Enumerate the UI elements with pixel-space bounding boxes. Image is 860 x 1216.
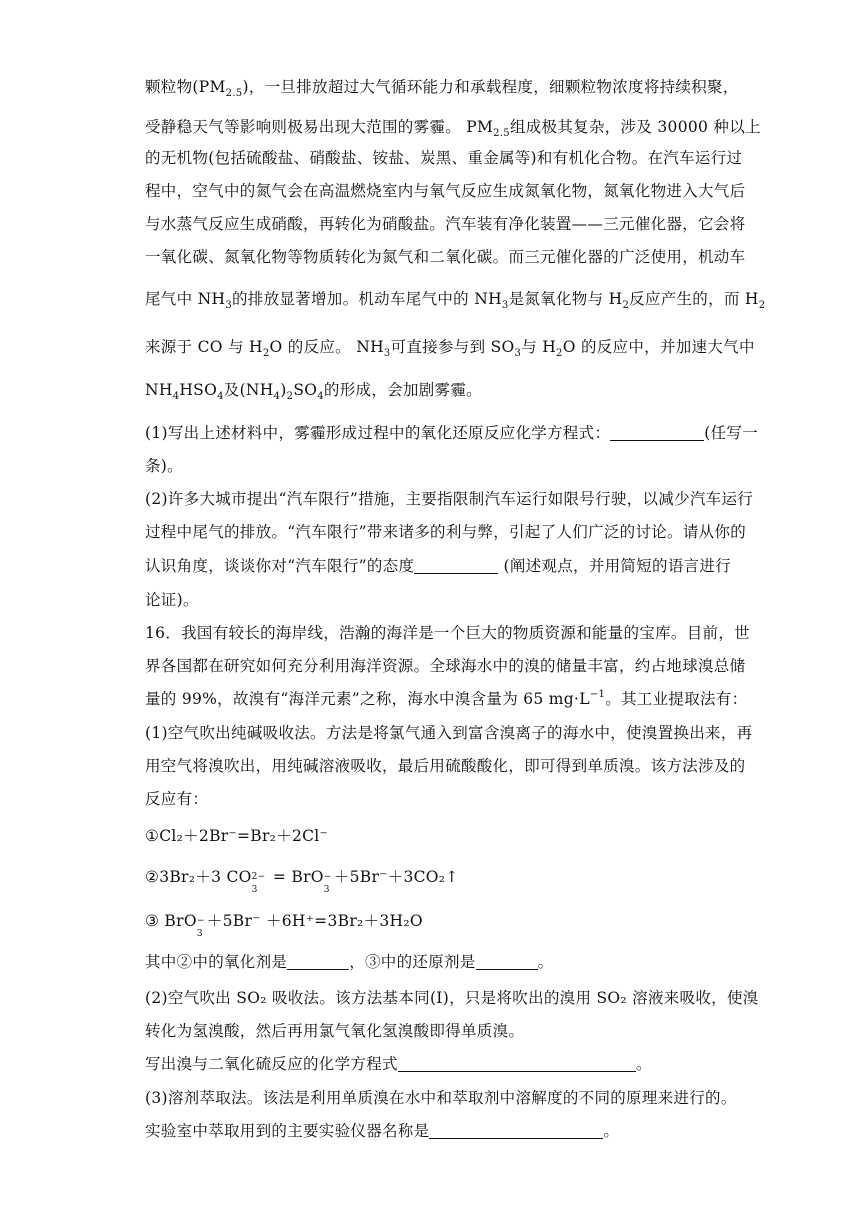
material-line-1: 颗粒物$(PM_{2.5})$，一旦排放超过大气循环能力和承载程度，细颗粒物浓度将持续积聚，	[145, 78, 739, 99]
answer-blank[interactable]	[398, 1055, 636, 1072]
question-2-line-2: 过程中尾气的排放。“汽车限行”带来诸多的利与弊，引起了人们广泛的讨论。请从你的	[145, 523, 747, 541]
question-2-line-3: 认识角度，谈谈你对“汽车限行”的态度 (阐述观点，并用简短的语言进行	[145, 557, 732, 575]
reaction-1: ①Cl₂＋2Br⁻=Br₂＋2Cl⁻	[145, 827, 329, 845]
question-2-line-4: 论证)。	[145, 591, 199, 609]
part-1-line-2: 用空气将溴吹出，用纯碱溶液吸收，最后用硫酸酸化，即可得到单质溴。该方法涉及的	[145, 757, 746, 775]
answer-blank[interactable]	[287, 953, 349, 970]
question-16-line-3: 量的 99%，故溴有“海洋元素”之称，海水中溴含量为 65 $mg\cdot L^{-1}$。其工业提取法有：	[145, 689, 748, 708]
part-2-line-2: 转化为氢溴酸，然后再用氯气氧化氢溴酸即得单质溴。	[145, 1022, 525, 1040]
material-line-8: 来源于 CO 与 $H_2O$ 的反应。 $NH_3$可直接参与到 $SO_3$与 $H_2O$ 的反应中，并加速大气中	[145, 338, 755, 359]
answer-blank[interactable]	[414, 557, 498, 574]
part-3-line-1: (3)溶剂萃取法。该法是利用单质溴在水中和萃取剂中溶解度的不同的原理来进行的。	[145, 1089, 737, 1107]
question-16-ask-1: 其中②中的氧化剂是 ，③中的还原剂是 。	[145, 953, 554, 971]
question-16-line-1: 16．我国有较长的海岸线，浩瀚的海洋是一个巨大的物质资源和能量的宝库。目前，世	[145, 624, 750, 642]
part-1-line-1: (1)空气吹出纯碱吸收法。方法是将氯气通入到富含溴离子的海水中，使溴置换出来，再	[145, 724, 753, 742]
material-line-4: 程中，空气中的氮气会在高温燃烧室内与氧气反应生成氮氧化物，氮氧化物进入大气后	[145, 182, 746, 200]
material-line-2: 受静稳天气等影响则极易出现大范围的雾霾。 $PM_{2.5}$组成极其复杂，涉及 30000 种以上	[145, 118, 761, 139]
material-line-6: 一氧化碳、氮氧化物等物质转化为氮气和二氧化碳。而三元催化器的广泛使用，机动车	[145, 248, 746, 266]
answer-blank[interactable]	[476, 953, 538, 970]
part-2-line-1: (2)空气吹出 SO₂ 吸收法。该方法基本同(Ⅰ)，只是将吹出的溴用 SO₂ 溶液来吸收，使溴	[145, 989, 759, 1007]
material-line-3: 的无机物(包括硫酸盐、硝酸盐、铵盐、炭黑、重金属等)和有机化合物。在汽车运行过	[145, 149, 743, 167]
question-1-line-2: 条)。	[145, 457, 183, 475]
material-line-9: $NH_4HSO_4$及$(NH_4)_2SO_4$的形成，会加剧雾霾。	[145, 381, 482, 402]
question-1-line-1: (1)写出上述材料中，雾霾形成过程中的氧化还原反应化学方程式： (任写一	[145, 424, 759, 442]
answer-blank[interactable]	[610, 424, 704, 441]
question-16-line-2: 界各国都在研究如何充分利用海洋资源。全球海水中的溴的储量丰富，约占地球溴总储	[145, 657, 746, 675]
answer-blank[interactable]	[429, 1122, 603, 1139]
part-3-line-2: 实验室中萃取用到的主要实验仪器名称是 。	[145, 1122, 620, 1140]
question-2-line-1: (2)许多大城市提出“汽车限行”措施，主要指限制汽车运行如限号行驶，以减少汽车运行	[145, 490, 754, 508]
reaction-3: ③ BrO − 3 ＋5Br⁻ ＋6H⁺=3Br₂＋3H₂O	[145, 912, 423, 939]
part-2-line-3: 写出溴与二氧化硫反应的化学方程式 。	[145, 1055, 652, 1073]
material-line-7: 尾气中 $NH_3$的排放显著增加。机动车尾气中的 $NH_3$是氮氧化物与 $H_2$反应产生的，而 $H_2$	[145, 290, 766, 311]
reaction-2: ②3Br₂＋3 CO 2− 3 = BrO − 3 ＋5Br⁻＋3CO₂↑	[145, 868, 459, 895]
part-1-line-3: 反应有：	[145, 790, 209, 808]
material-line-5: 与水蒸气反应生成硝酸，再转化为硝酸盐。汽车装有净化装置——三元催化器，它会将	[145, 215, 746, 233]
